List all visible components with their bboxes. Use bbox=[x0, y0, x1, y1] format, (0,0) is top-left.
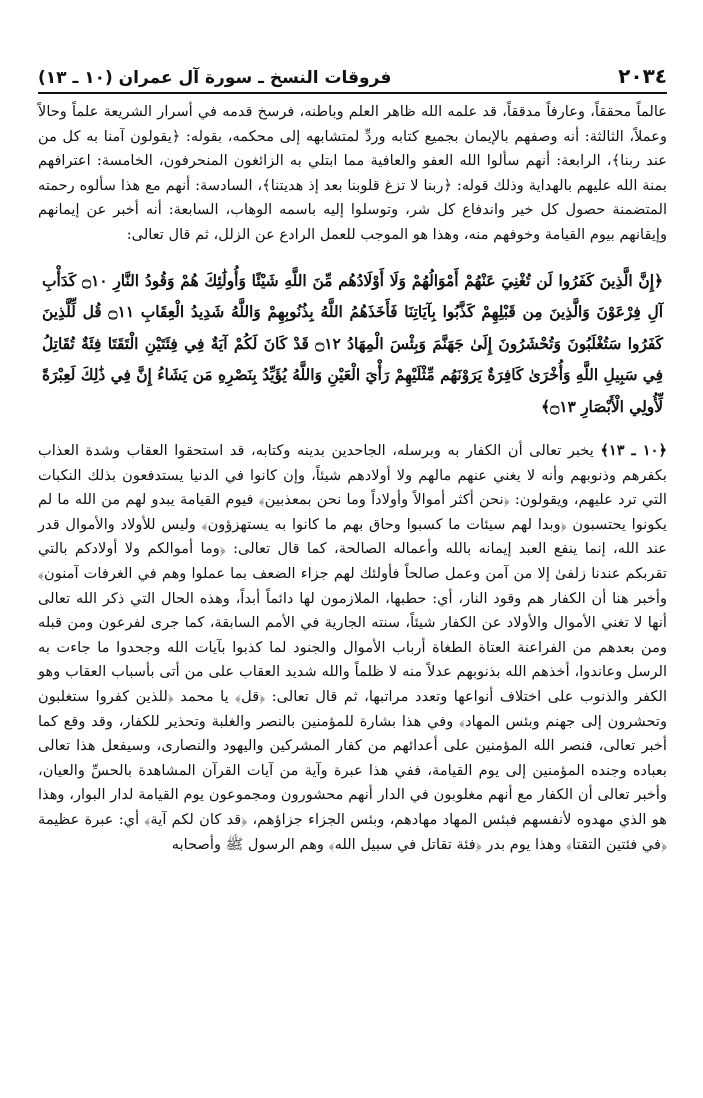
page-number: ٢٠٣٤ bbox=[618, 64, 667, 88]
page-header bbox=[38, 60, 667, 94]
tafsir-paragraph bbox=[38, 439, 667, 857]
page-body bbox=[38, 100, 667, 857]
verse-range-label: ﴿١٠ ـ ١٣﴾ bbox=[600, 442, 668, 460]
running-title: فروقات النسخ ـ سورة آل عمران (١٠ ـ ١٣) bbox=[38, 68, 392, 88]
intro-paragraph: عالماً محققاً، وعارفاً مدققاً، قد علمه الله ظاهر العلم وباطنه، فرسخ قدمه في أسرار الشريعة علماً وحالاً وعملاً، الثالثة: أنه وصفهم بالإيمان بجميع كتابه وردِّ لمتشابهه إلى محكمه، بقوله: ﴿يقولون آمنا به كل من عند ربنا﴾، الرابعة: أنهم سألوا الله العفو والعافية مما ابتلي به الزائغون المنحرفون، الخامسة: اعترافهم بمنة الله عليهم بالهداية وذلك قوله: ﴿ربنا لا تزغ قلوبنا بعد إذ هديتنا﴾، السادسة: أنهم مع هذا سألوه رحمته المتضمنة حصول كل خير واندفاع كل شر، وتوسلوا إليه باسمه الوهاب، السابعة: أنه أخبر عن إيمانهم وإيقانهم بيوم القيامة وخوفهم منه، وهذا هو الموجب للعمل الرادع عن الزلل، ثم قال تعالى: bbox=[38, 103, 667, 243]
tafsir-text: يخبر تعالى أن الكفار به وبرسله، الجاحدين بدينه وكتابه، قد استحقوا العقاب وشدة العذاب بكفرهم وذنوبهم وأنه لا يغني عنهم مالهم ولا أولادهم شيئاً، وإن كانوا في الدنيا يستدفعون بذلك النكبات التي ترد عليهم، ويقولون: ﴿نحن أكثر أموالاً وأولاداً وما نحن بمعذبين﴾ فيوم القيامة يبدو لهم من الله ما لم يكونوا يحتسبون ﴿وبدا لهم سيئات ما كسبوا وحاق بهم ما كانوا به يستهزؤون﴾ وليس للأولاد والأموال قدر عند الله، إنما ينفع العبد إيمانه بالله وأعماله الصالحة، كما قال تعالى: ﴿وما أموالكم ولا أولادكم بالتي تقربكم عندنا زلفىٰ إلا من آمن وعمل صالحاً فأولئك لهم جزاء الضعف بما عملوا وهم في الغرفات آمنون﴾ وأخبر هنا أن الكفار هم وقود النار، أي: حطبها، الملازمون لها دائماً أبداً، وهذه الحال التي ذكر الله تعالى أنها لا تغني الأموال والأولاد عن الكفار شيئاً، سنته الجارية في الأمم السابقة، كما جرى لفرعون ومن قبله ومن بعدهم من الفراعنة العتاة الطغاة أرباب الأموال والجنود لما كذبوا بآيات الله وجحدوا ما جاءت به الرسل وعاندوا، أخذهم الله بذنوبهم عدلاً منه لا ظلماً والله شديد العقاب على من أتى بأسباب العقاب وهو الكفر والذنوب على اختلاف أنواعها وتعدد مراتبها، ثم قال تعالى: ﴿قل﴾ يا محمد ﴿للذين كفروا ستغلبون وتحشرون إلى جهنم وبئس المهاد﴾ وفي هذا بشارة للمؤمنين بالنصر والغلبة وتحذير للكفار، وقد وقع كما أخبر تعالى، فنصر الله المؤمنين على أعدائهم من كفار المشركين واليهود والنصارى، وسيفعل هذا تعالى بعباده وجنده المؤمنين إلى يوم القيامة، ففي هذا عبرة وآية من آيات القرآن المشاهدة بالحسِّ والعيان، وأخبر تعالى أن الكفار مع أنهم مغلوبون في الدار أنهم محشورون ومجموعون يوم القيامة لدار البوار، وهذا هو الذي مهدوه لأنفسهم فبئس المهاد مهادهم، وبئس الجزاء جزاؤهم، ﴿قد كان لكم آية﴾ أي: عبرة عظيمة ﴿في فئتين التقتا﴾ وهذا يوم بدر ﴿فئة تقاتل في سبيل الله﴾ وهم الرسول ﷺ وأصحابه bbox=[38, 442, 667, 853]
quran-verses-block: ﴿إِنَّ الَّذِينَ كَفَرُوا لَن تُغْنِيَ عَنْهُمْ أَمْوَالُهُمْ وَلَا أَوْلَادُهُم مِّنَ اللَّهِ شَيْئًا وَأُولَٰئِكَ هُمْ وَقُودُ النَّارِ ۝١٠ كَدَأْبِ آلِ فِرْعَوْنَ وَالَّذِينَ مِن قَبْلِهِمْ كَذَّبُوا بِآيَاتِنَا فَأَخَذَهُمُ اللَّهُ بِذُنُوبِهِمْ وَاللَّهُ شَدِيدُ الْعِقَابِ ۝١١ قُل لِّلَّذِينَ كَفَرُوا سَتُغْلَبُونَ وَتُحْشَرُونَ إِلَىٰ جَهَنَّمَ وَبِئْسَ الْمِهَادُ ۝١٢ قَدْ كَانَ لَكُمْ آيَةٌ فِي فِئَتَيْنِ الْتَقَتَا فِئَةٌ تُقَاتِلُ فِي سَبِيلِ اللَّهِ وَأُخْرَىٰ كَافِرَةٌ يَرَوْنَهُم مِّثْلَيْهِمْ رَأْيَ الْعَيْنِ وَاللَّهُ يُؤَيِّدُ بِنَصْرِهِ مَن يَشَاءُ إِنَّ فِي ذَٰلِكَ لَعِبْرَةً لِّأُولِي الْأَبْصَارِ ۝١٣﴾ bbox=[42, 271, 664, 416]
